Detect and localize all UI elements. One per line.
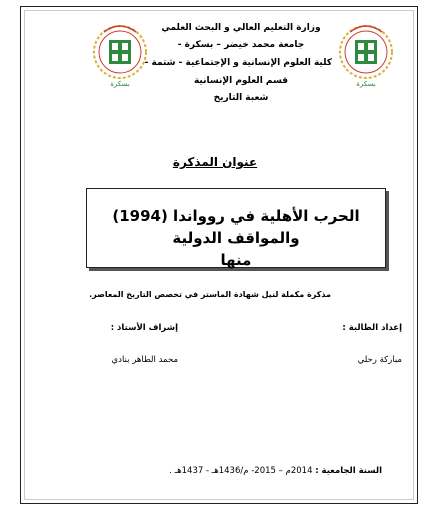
department-line: قسم العلوم الإنسانية — [193, 76, 289, 86]
academic-year — [112, 466, 382, 476]
university-emblem-icon — [336, 20, 396, 90]
supervisor-label: إشراف الأستاذ : — [110, 323, 178, 333]
ministry-line: وزارة التعليم العالي و البحث العلمي — [161, 23, 321, 33]
academic-year-label: السنة الجامعية : — [315, 466, 382, 476]
academic-year-value: 2014م – 2015- م/1436هـ - 1437هـ . — [169, 466, 313, 476]
branch-line: شعبة التاريخ — [213, 93, 269, 103]
faculty-line: كلية العلوم الإنسانية و الإجتماعية - شتمة - — [144, 58, 332, 68]
student-label: إعداد الطالبة : — [342, 323, 402, 333]
university-emblem-icon — [90, 20, 150, 90]
student-name: مباركة رحلي — [357, 355, 402, 365]
thesis-title — [96, 205, 376, 271]
thesis-title-line2: منها — [220, 251, 252, 269]
university-line: جامعة محمد خيضر – بسكرة - — [177, 40, 305, 50]
supervisor-name: محمد الطاهر بنادي — [111, 355, 178, 365]
thesis-title-line1: الحرب الأهلية في روواندا (1994) والمواقف الدولية — [112, 207, 360, 247]
emblem-caption-right: بسكرة — [356, 80, 376, 88]
emblem-caption-left: بسكرة — [110, 80, 130, 88]
thesis-subtitle: مذكرة مكملة لنيل شهادة الماستر في تخصص التاريخ المعاصر. — [89, 290, 331, 299]
thesis-title-label: عنوان المذكرة — [172, 155, 258, 169]
